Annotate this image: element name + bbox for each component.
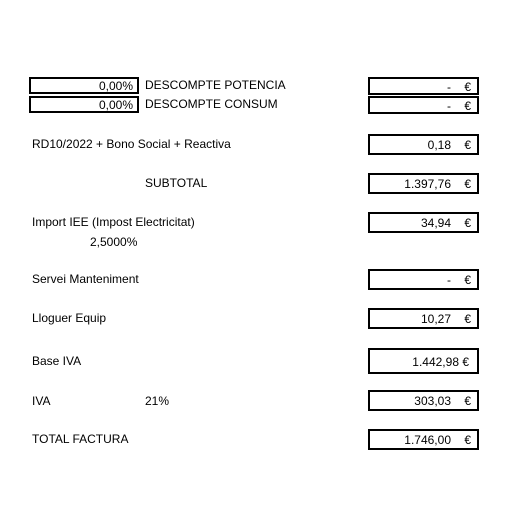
iee-label: Import IEE (Impost Electricitat) xyxy=(32,215,195,229)
discount-consum-amount: - xyxy=(447,99,451,113)
total-currency: € xyxy=(464,433,471,447)
iee-currency: € xyxy=(464,216,471,230)
discount-consum-label: DESCOMPTE CONSUM xyxy=(145,97,278,111)
lloguer-amount-box xyxy=(368,308,479,329)
discount-consum-percent xyxy=(29,96,139,113)
servei-label: Servei Manteniment xyxy=(32,272,139,286)
discount-potencia-currency: € xyxy=(464,80,471,94)
iva-amount: 303,03 xyxy=(414,394,451,408)
rd-currency: € xyxy=(464,138,471,152)
discount-potencia-percent-value: 0,00% xyxy=(98,79,133,93)
iee-amount: 34,94 xyxy=(420,216,451,230)
rd-amount-box xyxy=(368,134,479,155)
iva-currency: € xyxy=(464,394,471,408)
iee-rate: 2,5000% xyxy=(90,235,138,249)
base-iva-label: Base IVA xyxy=(32,354,82,368)
rd-amount: 0,18 xyxy=(427,138,451,152)
servei-currency: € xyxy=(464,273,471,287)
total-amount-box xyxy=(368,429,479,450)
subtotal-label: SUBTOTAL xyxy=(145,176,208,190)
discount-potencia-label: DESCOMPTE POTENCIA xyxy=(145,78,286,92)
iva-label: IVA xyxy=(32,394,51,408)
base-iva-amount-box xyxy=(368,348,479,374)
iva-amount-box xyxy=(368,390,479,411)
lloguer-label: Lloguer Equip xyxy=(32,311,107,325)
total-label: TOTAL FACTURA xyxy=(32,432,129,446)
subtotal-currency: € xyxy=(464,177,471,191)
total-amount: 1.746,00 xyxy=(404,433,451,447)
rd-label: RD10/2022 + Bono Social + Reactiva xyxy=(32,137,231,151)
discount-consum-amount-box xyxy=(368,96,479,114)
subtotal-amount-box xyxy=(368,173,479,194)
lloguer-currency: € xyxy=(464,312,471,326)
discount-potencia-amount: - xyxy=(447,80,451,94)
discount-potencia-percent xyxy=(29,77,139,94)
discount-consum-percent-value: 0,00% xyxy=(98,98,133,112)
servei-amount-box xyxy=(368,269,479,290)
subtotal-amount: 1.397,76 xyxy=(404,177,451,191)
servei-amount: - xyxy=(447,273,451,287)
discount-potencia-amount-box xyxy=(368,77,479,95)
iva-rate: 21% xyxy=(145,394,170,408)
base-iva-amount: 1.442,98 € xyxy=(412,355,469,369)
lloguer-amount: 10,27 xyxy=(420,312,451,326)
discount-consum-currency: € xyxy=(464,99,471,113)
iee-amount-box xyxy=(368,212,479,233)
